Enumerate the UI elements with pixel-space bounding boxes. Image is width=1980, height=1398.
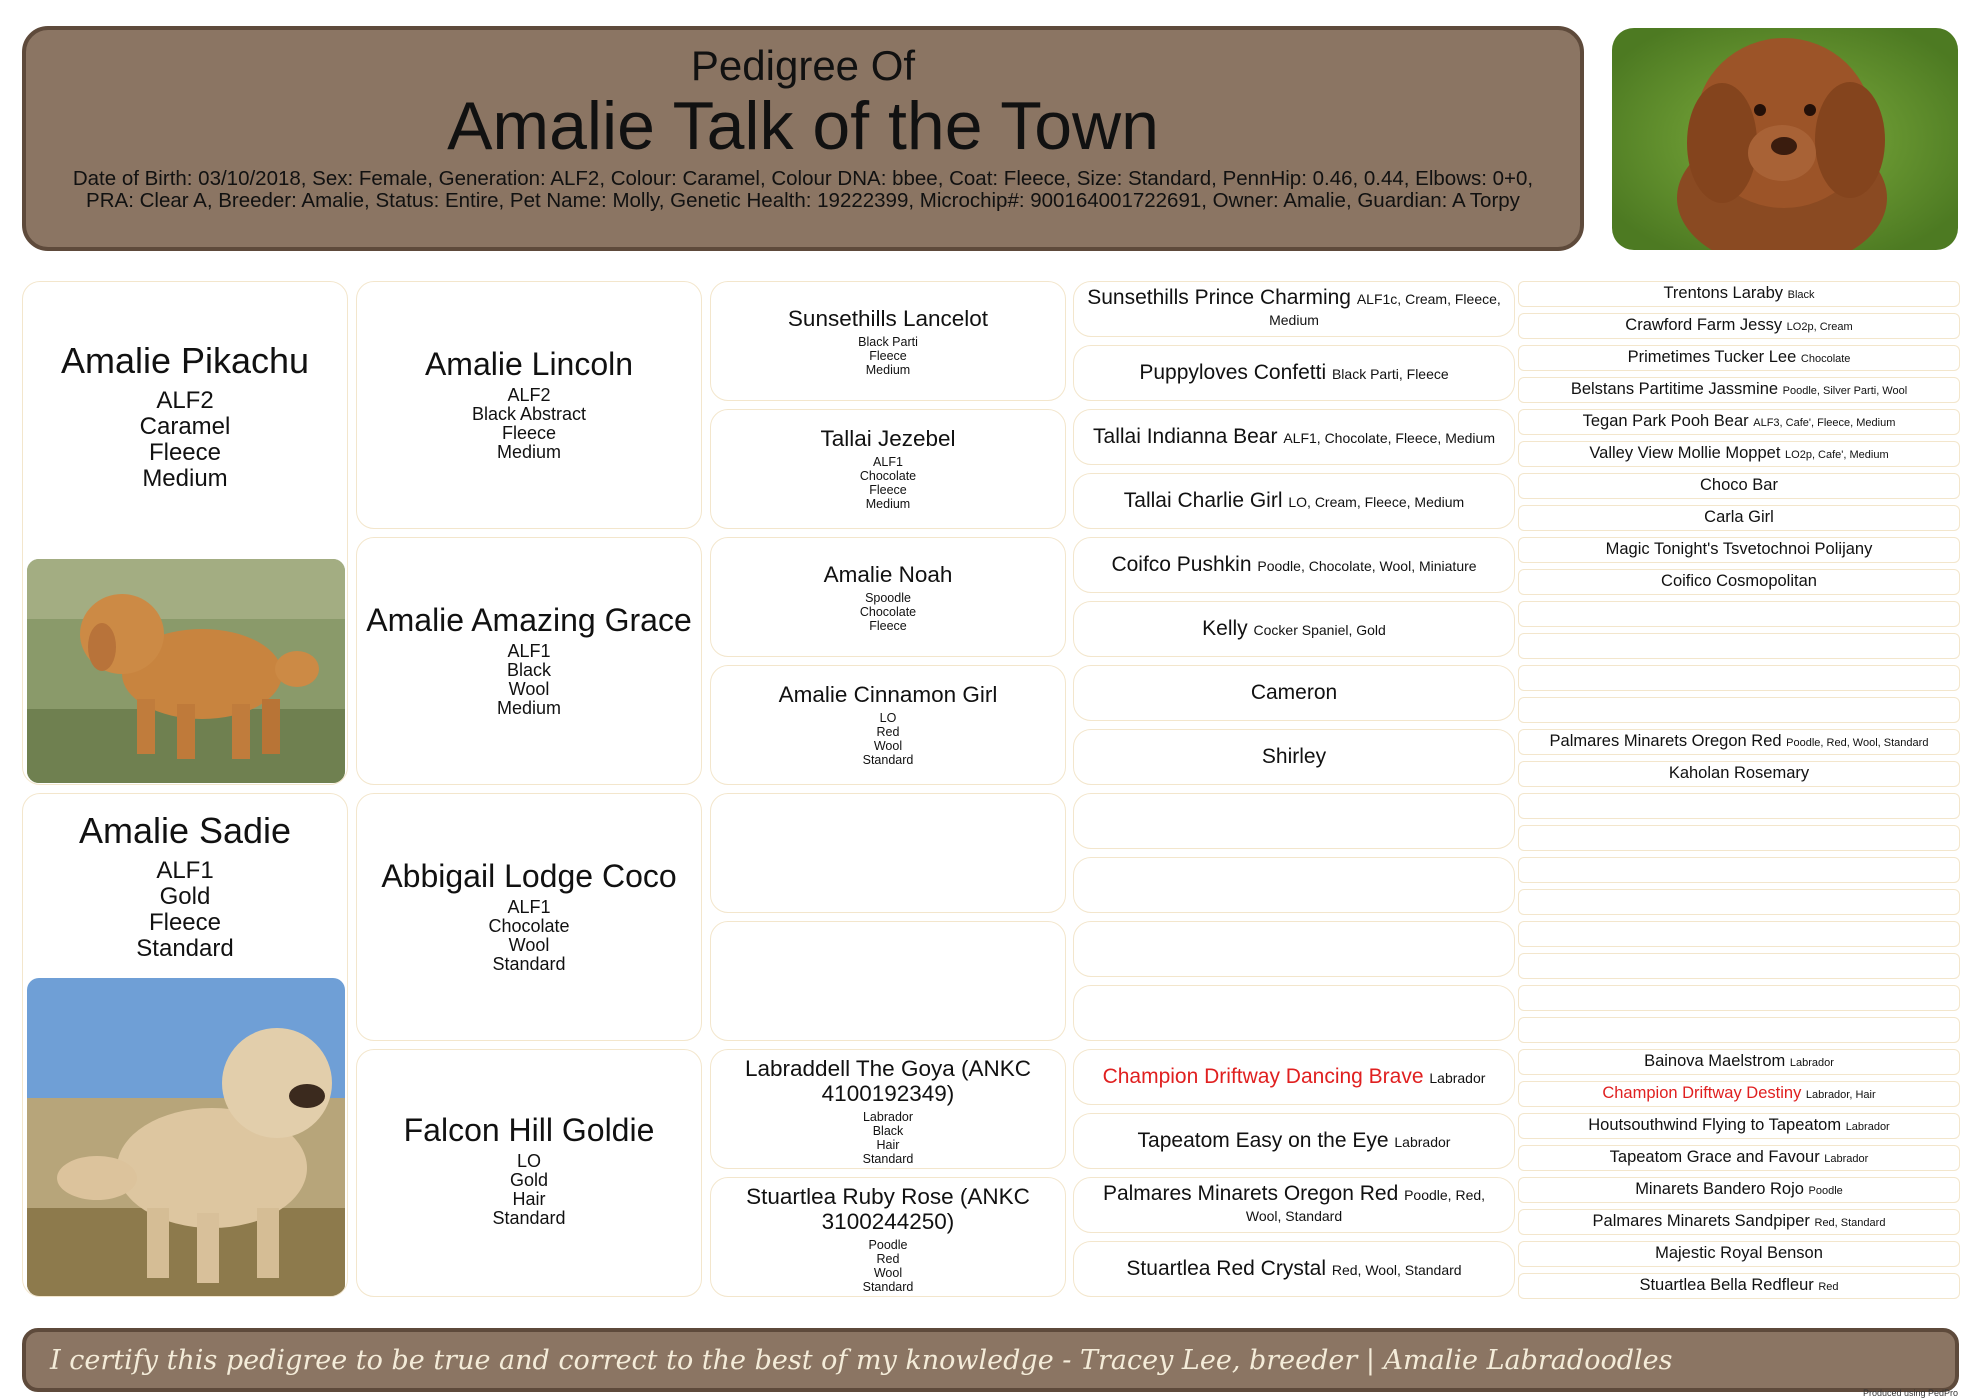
dog-name: Standard [136,935,234,962]
pedigree-box-gen4-6 [1073,601,1515,657]
gen3-info [711,591,1065,633]
gen3-info [711,455,1065,511]
pedigree-box-gen4-3 [1073,409,1515,465]
pedigree-box-gen5-empty [1518,921,1960,947]
pedigree-box-gen5-28 [1518,1145,1960,1171]
pedigree-box-gen4-7 [1073,665,1515,721]
dog-details: LO2p, Cafe', Medium [1785,449,1889,461]
pedigree-box-gen5-27 [1518,1113,1960,1139]
dog-name: Fleece [869,619,907,633]
dog-details: ALF1c, Cream, Fleece, Medium [1269,291,1501,328]
dog-details: Labrador [1824,1153,1869,1165]
dog-entry [1550,732,1929,752]
dog-name: Minarets Bandero Rojo [1635,1180,1804,1198]
dog-details: Poodle, Red, Wool, Standard [1786,737,1929,749]
dog-name: Medium [142,465,228,492]
pedigree-box-gen4-14 [1073,1113,1515,1169]
dog-details: Cocker Spaniel, Gold [1253,621,1386,638]
sire-name: Amalie Pikachu [60,340,310,381]
pedigree-box-gen5-empty [1518,665,1960,691]
dog-entry [1093,424,1495,448]
dog-entry [1086,288,1502,330]
dog-entry [1588,1116,1889,1136]
dog-entry [1137,1128,1451,1152]
dog-details: Labrador [1789,1057,1834,1069]
dog-name: Chocolate [859,605,917,619]
pedigree-box-gen5-5 [1518,409,1960,435]
dog-entry [1102,1064,1486,1088]
dog-entry [1250,680,1338,704]
pedigree-box-gen5-empty [1518,697,1960,723]
dog-name: Coifico Cosmopolitan [1661,572,1817,590]
pedigree-box-gen5-2 [1518,313,1960,339]
gen3-name: Stuartlea Ruby Rose (ANKC 3100244250) [746,1184,1030,1234]
dog-name: Stuartlea Bella Redfleur [1639,1276,1814,1294]
pedigree-box-gen3-7 [710,1049,1066,1169]
dog-name: Chocolate [859,469,917,483]
dog-name: Palmares Minarets Oregon Red [1549,732,1782,750]
pedigree-of-label: Pedigree Of [690,42,916,89]
dog-name: Primetimes Tucker Lee [1627,348,1797,366]
dog-name: Standard [862,1152,914,1166]
dog-name: Hair [512,1189,546,1209]
pedigree-box-gen5-empty [1518,633,1960,659]
dog-name: Kaholan Rosemary [1668,764,1810,782]
dog-name: Houtsouthwind Flying to Tapeatom [1588,1116,1842,1134]
dog-name: Cameron [1250,680,1338,704]
dog-name: Red [876,1252,900,1266]
dam-photo [27,978,345,1296]
dog-entry [1126,1256,1462,1280]
gen3-name: Labraddell The Goya (ANKC 4100192349) [745,1056,1031,1106]
dog-details: Black Parti, Fleece [1331,365,1449,382]
pedigree-box-gen2-2 [356,537,702,785]
pedigree-box-gen5-31 [1518,1241,1960,1267]
pedigree-box-gen5-10 [1518,569,1960,595]
pedigree-box-gen5-6 [1518,441,1960,467]
pedigree-box-gen5-3 [1518,345,1960,371]
dog-entry [1644,1052,1834,1072]
dog-name: Wool [508,679,550,699]
dog-name: Tallai Charlie Girl [1123,488,1283,512]
dog-name: Puppyloves Confetti [1139,360,1327,384]
dog-entry [1123,488,1465,512]
dog-name: Black Abstract [471,404,587,424]
pedigree-box-gen5-25 [1518,1049,1960,1075]
dog-entry [1606,540,1873,560]
dog-details: LO, Cream, Fleece, Medium [1288,493,1465,510]
gen3-name: Tallai Jezebel [820,426,956,451]
dam-name: Amalie Sadie [78,810,292,851]
dog-name: ALF1 [873,455,903,469]
dog-name: LO [879,711,897,725]
pedigree-box-gen4-empty [1073,793,1515,849]
pedigree-box-gen5-29 [1518,1177,1960,1203]
pedigree-box-gen2-4 [356,1049,702,1297]
gen2-info [357,898,701,974]
dog-entry [1086,1184,1502,1226]
dog-name: Trentons Laraby [1663,284,1784,302]
dog-name: Medium [496,698,562,718]
dog-name: Wool [873,1266,903,1280]
dog-details: Red, Wool, Standard [1331,1261,1462,1278]
dog-name: Black [872,1124,904,1138]
certification-text: I certify this pedigree to be true and correct to the best of my knowledge - Tracey Lee, breeder | Amalie Labradoodles [50,1344,1673,1376]
pedigree-box-gen5-15 [1518,729,1960,755]
dog-name: Magic Tonight's Tsvetochnoi Polijany [1605,540,1873,558]
pedigree-box-gen4-8 [1073,729,1515,785]
dog-name: Chocolate [488,916,570,936]
pedigree-box-gen5-32 [1518,1273,1960,1299]
dog-name: Fleece [869,483,907,497]
dog-name: Shirley [1261,744,1327,768]
dog-name: Kelly [1202,616,1248,640]
pedigree-box-gen3-3 [710,537,1066,657]
sire-photo [27,559,345,783]
dog-details: ALF3, Cafe', Fleece, Medium [1753,417,1896,429]
dog-entry [1589,444,1888,464]
pedigree-box-gen4-empty [1073,921,1515,977]
dog-entry [1628,348,1851,368]
dog-entry [1669,764,1809,784]
dog-details: Poodle, Chocolate, Wool, Miniature [1257,557,1477,574]
dog-name: Gold [159,883,211,910]
dog-name: Standard [492,1208,566,1228]
pedigree-box-gen5-26 [1518,1081,1960,1107]
dog-name: Caramel [139,413,231,440]
pedigree-box-gen3-empty [710,793,1066,913]
dog-name: Coifco Pushkin [1111,552,1252,576]
gen3-name: Sunsethills Lancelot [787,306,989,331]
pedigree-box-gen5-9 [1518,537,1960,563]
dog-entry [1635,1180,1843,1200]
dog-name: Palmares Minarets Sandpiper [1592,1212,1810,1230]
dog-details: Poodle, Red, Wool, Standard [1245,1187,1486,1224]
dog-details: Black [1787,289,1815,301]
dog-entry [1661,572,1817,592]
dog-name: Stuartlea Red Crystal [1126,1256,1327,1280]
dog-name: Standard [492,954,566,974]
gen2-info [357,386,701,462]
dog-name: Choco Bar [1700,476,1778,494]
dog-details: Poodle [1808,1185,1843,1197]
dog-name: ALF1 [156,857,214,884]
dog-entry [1202,616,1386,640]
sire-box [22,281,348,785]
pedigree-box-gen3-4 [710,665,1066,785]
dog-name: Labrador [862,1110,914,1124]
dog-entry [1663,284,1814,304]
dog-name: Tapeatom Easy on the Eye [1137,1128,1389,1152]
dog-entry [1610,1148,1869,1168]
dog-name: Gold [509,1170,549,1190]
gen3-info [711,711,1065,767]
pedigree-box-gen5-8 [1518,505,1960,531]
dog-name: Medium [865,497,911,511]
pedigree-box-gen4-empty [1073,857,1515,913]
gen3-info [711,1110,1065,1166]
pedigree-box-gen5-1 [1518,281,1960,307]
dog-name: Crawford Farm Jessy [1625,316,1783,334]
dog-name: Bainova Maelstrom [1644,1052,1786,1070]
dam-box [22,793,348,1297]
dog-details: Red [1818,1281,1839,1293]
pedigree-box-gen5-empty [1518,1017,1960,1043]
dog-name: Fleece [869,349,907,363]
dog-name: Hair [876,1138,900,1152]
dog-details: Red, Standard [1814,1217,1886,1229]
dog-name: Fleece [148,439,222,466]
pedigree-box-gen4-5 [1073,537,1515,593]
dog-entry [1261,744,1327,768]
pedigree-header [22,26,1584,251]
champion-name: Champion Driftway Dancing Brave [1102,1064,1424,1088]
pedigree-box-gen5-empty [1518,601,1960,627]
dog-details: ALF1, Chocolate, Fleece, Medium [1283,429,1495,446]
dog-details: Labrador [1845,1121,1890,1133]
gen3-name: Amalie Cinnamon Girl [778,682,998,707]
dog-name: Standard [862,753,914,767]
dog-name: Medium [496,442,562,462]
dog-details: Labrador, Hair [1805,1089,1876,1101]
dog-entry [1571,380,1907,400]
dog-name: Palmares Minarets Oregon Red [1102,1182,1399,1205]
pedigree-box-gen5-16 [1518,761,1960,787]
pedigree-box-gen4-empty [1073,985,1515,1041]
pedigree-box-gen5-empty [1518,825,1960,851]
pedigree-box-gen5-4 [1518,377,1960,403]
pedigree-box-gen3-1 [710,281,1066,401]
dog-details: LO2p, Cream [1786,321,1853,333]
gen2-name: Amalie Lincoln [424,346,634,382]
gen2-info [357,1152,701,1228]
pedigree-box-gen2-1 [356,281,702,529]
pedigree-box-gen5-empty [1518,985,1960,1011]
pedigree-box-gen4-4 [1073,473,1515,529]
dog-name: Red [876,725,900,739]
pedigree-box-gen3-2 [710,409,1066,529]
dog-name: Tegan Park Pooh Bear [1582,412,1749,430]
pedigree-box-gen5-empty [1518,793,1960,819]
dog-name: Fleece [148,909,222,936]
pedigree-box-gen3-empty [710,921,1066,1041]
dog-name: Sunsethills Prince Charming [1087,286,1351,309]
main-dog-photo [1612,28,1958,250]
dog-name: Tallai Indianna Bear [1093,424,1278,448]
dog-name: Wool [873,739,903,753]
sire-info [23,388,347,492]
dog-name: Fleece [501,423,557,443]
pedigree-box-gen4-15 [1073,1177,1515,1233]
dog-name: Valley View Mollie Moppet [1589,444,1781,462]
dog-entry [1593,1212,1886,1232]
dog-entry [1700,476,1778,496]
dog-name: Belstans Partitime Jassmine [1570,380,1779,398]
dog-name: ALF1 [507,897,551,917]
produced-by-label: Produced using PedPro [1862,1388,1958,1398]
dam-info [23,858,347,962]
dog-details: Poodle, Silver Parti, Wool [1782,385,1908,397]
pedigree-box-gen5-7 [1518,473,1960,499]
dog-name: Carla Girl [1704,508,1774,526]
dog-name: Spoodle [865,591,911,605]
dog-name: Medium [865,363,911,377]
pedigree-box-gen5-30 [1518,1209,1960,1235]
dog-name: Black [506,660,551,680]
pedigree-box-gen4-16 [1073,1241,1515,1297]
dog-entry [1111,552,1477,576]
gen3-info [711,1238,1065,1294]
dog-details: Date of Birth: 03/10/2018, Sex: Female, Generation: ALF2, Colour: Caramel, Colour DNA: bbee, Coat: Fleece, Size: Standard, PennHip: 0.46, 0.44, Elbows: 0+0, PRA: Clear A, Breeder: Amalie, Status: Entire, Pet Name: Molly, Genetic Health: 19222399, Microchip#: 900164001722691, Owner: Amalie, Guardian: A Torpy [72,167,1534,212]
dog-details: Chocolate [1800,353,1851,365]
pedigree-box-gen4-13 [1073,1049,1515,1105]
pedigree-box-gen5-empty [1518,857,1960,883]
champion-name: Champion Driftway Destiny [1602,1084,1802,1102]
dog-name: Wool [508,935,550,955]
dog-entry [1625,316,1852,336]
dog-name: Tapeatom Grace and Favour [1609,1148,1820,1166]
pedigree-box-gen5-empty [1518,889,1960,915]
dog-details: Labrador [1429,1069,1486,1086]
gen2-name: Abbigail Lodge Coco [381,858,677,894]
pedigree-box-gen4-2 [1073,345,1515,401]
dog-entry [1639,1276,1838,1296]
dog-entry [1583,412,1896,432]
dog-name-title: Amalie Talk of the Town [447,88,1159,164]
dog-entry [1602,1084,1875,1104]
gen3-name: Amalie Noah [823,562,953,587]
gen3-info [711,335,1065,377]
dog-name: Standard [862,1280,914,1294]
gen2-name: Amalie Amazing Grace [366,602,692,638]
dog-name: Majestic Royal Benson [1655,1244,1823,1262]
certification-footer [22,1328,1959,1392]
dog-entry [1704,508,1774,528]
dog-name: ALF1 [507,641,551,661]
dog-entry [1139,360,1449,384]
dog-entry [1655,1244,1823,1264]
pedigree-box-gen5-empty [1518,953,1960,979]
dog-details: Labrador [1394,1133,1451,1150]
dog-name: LO [516,1151,541,1171]
pedigree-box-gen3-8 [710,1177,1066,1297]
dog-name: ALF2 [156,387,214,414]
dog-name: Poodle [868,1238,908,1252]
dog-name: ALF2 [507,385,551,405]
gen2-name: Falcon Hill Goldie [403,1112,655,1148]
pedigree-box-gen2-3 [356,793,702,1041]
dog-name: Black Parti [858,335,918,349]
gen2-info [357,642,701,718]
pedigree-box-gen4-1 [1073,281,1515,337]
